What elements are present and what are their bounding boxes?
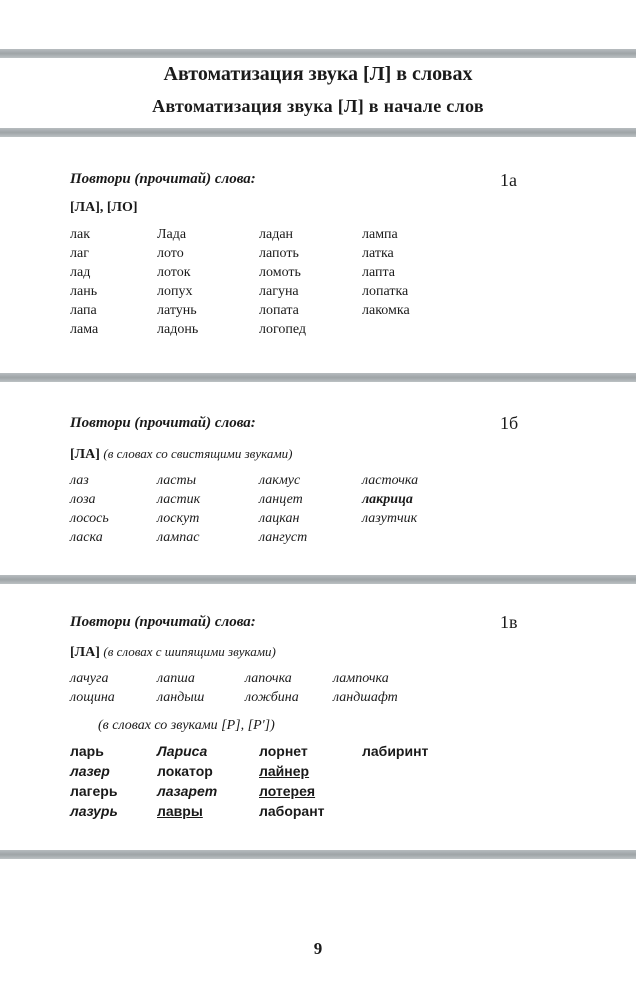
page-title: Автоматизация звука [Л] в словах [163, 63, 473, 85]
word: Лариса [157, 743, 208, 759]
word: лощина [70, 690, 115, 705]
word: ласка [70, 530, 103, 545]
word: лампас [157, 530, 200, 545]
word: лазурь [70, 803, 118, 819]
word: лагерь [70, 783, 118, 799]
word: лайнер [259, 763, 310, 779]
word: лама [70, 322, 99, 337]
word: лопатка [362, 284, 409, 299]
syllable-label: [ЛА] [70, 447, 100, 462]
word: лавры [157, 803, 203, 819]
word: лопата [259, 303, 299, 318]
word: лапоть [259, 246, 299, 261]
word: лачуга [70, 671, 109, 686]
word: лазутчик [362, 511, 418, 526]
word: лазарет [157, 783, 218, 799]
word: ломоть [259, 265, 301, 280]
task-instruction-1a: Повтори (прочитай) слова: [70, 171, 256, 187]
word: логопед [259, 322, 307, 337]
task-instruction-1b: Повтори (прочитай) слова: [70, 415, 256, 431]
word: лабиринт [362, 743, 429, 759]
word: латка [362, 246, 394, 261]
header-bottom-bar [0, 128, 636, 137]
word: лото [157, 246, 184, 261]
syllable-heading-1b [70, 446, 292, 463]
word: лакрица [362, 492, 413, 507]
word: лоток [157, 265, 191, 280]
word: ладан [259, 227, 294, 242]
exercise-number-1a: 1а [500, 170, 517, 190]
word: лапа [70, 303, 97, 318]
word: лань [70, 284, 98, 299]
word: лазер [70, 763, 110, 779]
top-bar [0, 49, 636, 58]
word: лагуна [259, 284, 299, 299]
word: лампочка [333, 671, 389, 686]
word: лорнет [259, 743, 308, 759]
word: лосось [70, 511, 109, 526]
task-instruction-1v: Повтори (прочитай) слова: [70, 614, 256, 630]
word: лаг [70, 246, 89, 261]
page-number: 9 [313, 939, 323, 958]
word: лотерея [259, 783, 316, 799]
word: лак [70, 227, 91, 242]
section-divider-2 [0, 575, 636, 584]
word: ластик [157, 492, 201, 507]
sound-note: (в словах со звуками [Р], [Р']) [98, 718, 275, 733]
syllable-note: (в словах с шипящими звуками) [103, 644, 276, 659]
syllable-note: (в словах со свистящими звуками) [103, 446, 293, 461]
syllable-label: [ЛА] [70, 645, 100, 660]
syllable-heading-1v [70, 644, 276, 661]
syllable-heading-1a: [ЛА], [ЛО] [70, 200, 138, 215]
word: лампа [362, 227, 398, 242]
page-subtitle: Автоматизация звука [Л] в начале слов [152, 96, 484, 116]
word: лакомка [362, 303, 410, 318]
word: ландыш [157, 690, 205, 705]
word: ланцет [259, 492, 303, 507]
word: лаз [70, 473, 89, 488]
word: лангуст [259, 530, 308, 545]
exercise-number-1v: 1в [500, 612, 518, 632]
word: ложбина [245, 690, 299, 705]
word: лакмус [259, 473, 301, 488]
word: локатор [157, 763, 213, 779]
word: лоскут [157, 511, 200, 526]
word: ларь [70, 743, 104, 759]
word: лопух [157, 284, 193, 299]
word: лацкан [259, 511, 300, 526]
word: лаборант [259, 803, 325, 819]
word: лад [70, 265, 91, 280]
word: Лада [157, 227, 187, 242]
word: ладонь [157, 322, 199, 337]
word: лапта [362, 265, 396, 280]
word: лапочка [245, 671, 292, 686]
word: ласточка [362, 473, 419, 488]
word: ландшафт [333, 690, 398, 705]
exercise-number-1b: 1б [500, 413, 519, 433]
section-divider-1 [0, 373, 636, 382]
word: ласты [157, 473, 197, 488]
word: латунь [157, 303, 197, 318]
bottom-bar [0, 850, 636, 859]
word: лоза [70, 492, 96, 507]
word: лапша [157, 671, 195, 686]
